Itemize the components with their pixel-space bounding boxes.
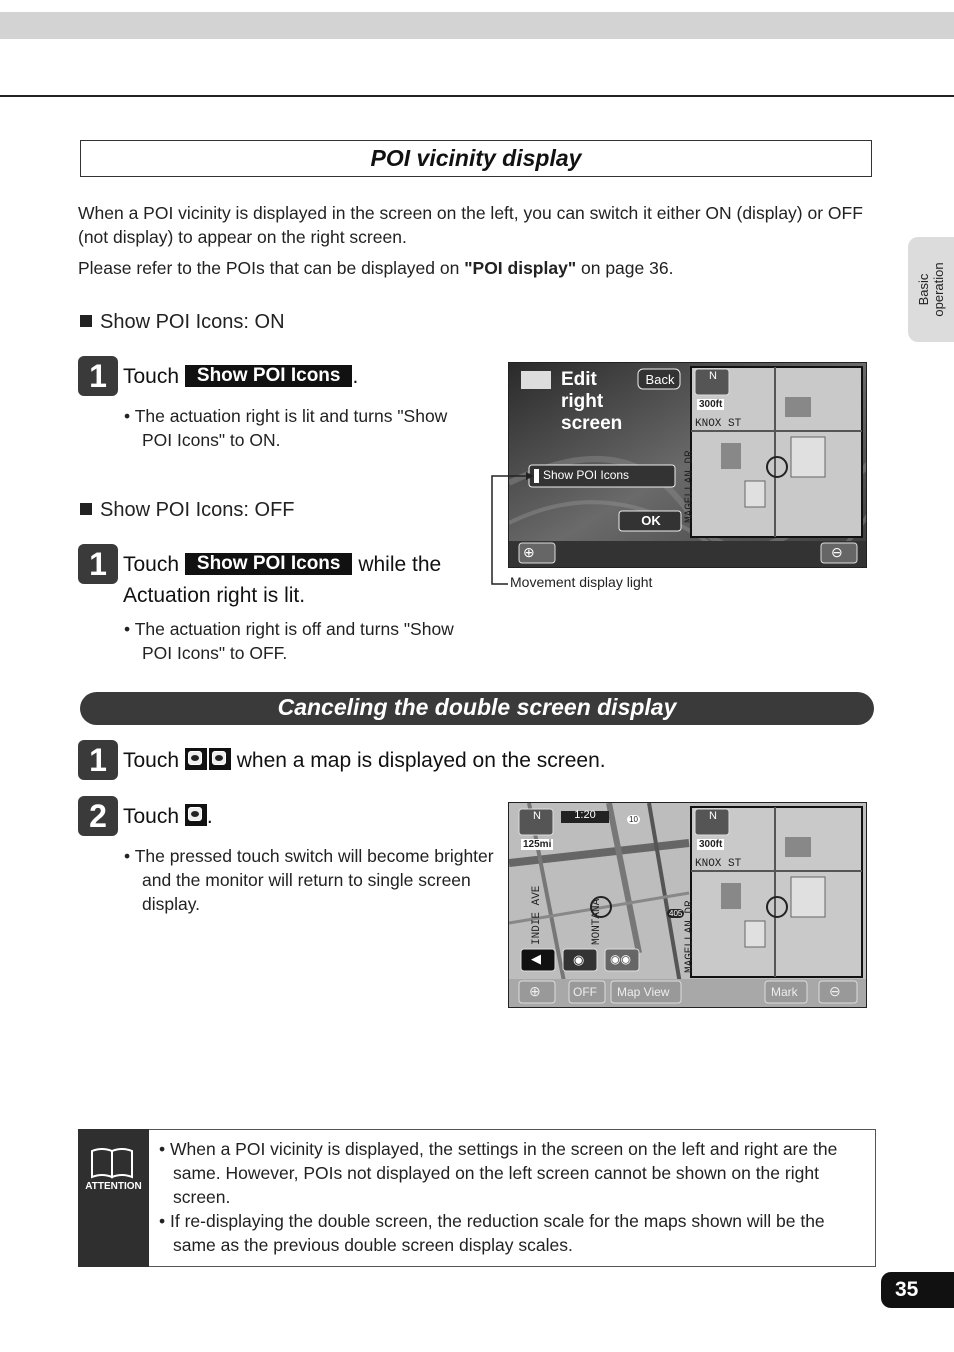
attention-item: • If re-displaying the double screen, the reduction scale for the maps shown will be the same as the previous double screen display scales. — [159, 1211, 825, 1255]
side-tab-label: Basic operation — [916, 262, 946, 317]
subheading-on-text: Show POI Icons: ON — [100, 311, 285, 333]
ok-button[interactable]: OK — [641, 513, 661, 528]
show-poi-icons-label: Show POI Icons — [185, 553, 353, 575]
highway-shield: 10 — [629, 815, 638, 824]
step-touch-text: Touch — [123, 553, 180, 576]
map-scale: 300ft — [699, 399, 723, 410]
compass-icon[interactable]: N — [533, 810, 541, 822]
subheading-off-text: Show POI Icons: OFF — [100, 499, 295, 521]
attention-side-panel — [78, 1129, 149, 1267]
map-ratio: 1:20 — [574, 809, 596, 821]
reference-paragraph — [78, 256, 878, 280]
street-label: KNOX ST — [695, 858, 742, 870]
street-label: MAGELLAN DR — [684, 900, 696, 973]
step-instruction-cancel-1 — [123, 745, 823, 776]
map-scale: 125mi — [523, 839, 552, 850]
reference-text-end: on page 36. — [576, 258, 674, 278]
compass-icon[interactable]: N — [709, 810, 717, 822]
step-touch-text: Touch — [123, 365, 180, 388]
bullet-on-text: The actuation right is lit and turns "Show POI Icons" to ON. — [134, 406, 448, 450]
street-label: MONTANA — [591, 898, 603, 945]
step-touch-text: Touch — [123, 749, 180, 772]
zoom-in-icon[interactable]: ⊕ — [523, 544, 535, 560]
right-screen-icon — [209, 748, 231, 770]
intro-paragraph: When a POI vicinity is displayed in the screen on the left, you can switch it either ON (display) or OFF (not display) to appear on the right screen. — [78, 203, 863, 247]
page-number: 35 — [881, 1272, 954, 1308]
reference-text: Please refer to the POIs that can be displayed on — [78, 258, 465, 278]
section-title-poi-vicinity: POI vicinity display — [80, 140, 872, 177]
step-touch-text: Touch — [123, 805, 180, 828]
screenshot-caption: Movement display light — [510, 574, 653, 590]
bullet-on: • The actuation right is lit and turns "Show POI Icons" to ON. — [124, 406, 448, 450]
mark-button[interactable]: Mark — [771, 985, 798, 999]
subheading-off — [80, 499, 295, 522]
map-view-button[interactable]: Map View — [617, 985, 670, 999]
zoom-out-icon[interactable]: ⊖ — [829, 983, 841, 999]
step-instruction-off — [123, 549, 483, 611]
step-number: 1 — [78, 740, 118, 780]
header-band — [0, 12, 954, 39]
left-screen-icon — [185, 748, 207, 770]
screenshot-double-screen-map — [508, 802, 867, 1008]
bullet-off: • The actuation right is off and turns "Show POI Icons" to OFF. — [124, 619, 454, 663]
single-screen-icon — [185, 804, 207, 826]
single-screen-icon[interactable]: ◉ — [573, 952, 585, 967]
show-poi-icons-button[interactable]: Show POI Icons — [543, 468, 630, 482]
step-number: 1 — [78, 356, 118, 396]
show-poi-icons-label: Show POI Icons — [185, 365, 353, 387]
zoom-in-icon[interactable]: ⊕ — [529, 983, 541, 999]
zoom-out-icon[interactable]: ⊖ — [831, 544, 843, 560]
street-label: KNOX ST — [695, 418, 742, 430]
screenshot-edit-right-screen — [508, 362, 867, 568]
step-number: 2 — [78, 796, 118, 836]
compass-icon[interactable]: N — [709, 370, 717, 382]
step-number: 1 — [78, 544, 118, 584]
step-end-text: when a map is displayed on the screen. — [236, 749, 606, 772]
step-instruction-on — [123, 361, 483, 392]
street-label: MAGELLAN DR — [684, 450, 696, 523]
street-label: INDIE AVE — [531, 885, 543, 945]
step-end-text: . — [206, 805, 213, 828]
attention-item-text: When a POI vicinity is displayed, the settings in the screen on the left and right are the same. However, POIs not displayed on the left screen cannot be shown on the right screen. — [170, 1139, 838, 1207]
header-rule — [0, 95, 954, 97]
off-button[interactable]: OFF — [573, 985, 597, 999]
bullet-off-text: The actuation right is off and turns "Show POI Icons" to OFF. — [134, 619, 454, 663]
bullet-cancel: • The pressed touch switch will become brighter and the monitor will return to single screen display. — [124, 846, 494, 914]
book-icon — [90, 1147, 136, 1179]
side-tab — [908, 237, 954, 342]
edit-screen-title: Edit right screen — [561, 369, 623, 434]
step-end-text: while the Actuation right is lit. — [123, 553, 442, 607]
double-screen-icon[interactable]: ◉◉ — [610, 952, 631, 966]
attention-item-text: If re-displaying the double screen, the reduction scale for the maps shown will be the same as the previous double screen display scales. — [170, 1211, 825, 1255]
highway-shield: 405 — [669, 909, 683, 918]
subheading-on — [80, 311, 285, 334]
bullet-cancel-text: The pressed touch switch will become brighter and the monitor will return to single screen display. — [134, 846, 494, 914]
arrow-left-icon[interactable]: ◀ — [531, 951, 541, 966]
step-end-text: . — [352, 365, 359, 388]
square-bullet-icon — [80, 315, 92, 327]
step-instruction-cancel-2 — [123, 801, 463, 832]
reference-link-text: "POI display" — [464, 258, 577, 278]
attention-text — [159, 1137, 869, 1257]
square-bullet-icon — [80, 503, 92, 515]
attention-label: ATTENTION — [85, 1181, 142, 1192]
callout-line — [486, 470, 536, 588]
section-title-cancel-double: Canceling the double screen display — [80, 692, 874, 725]
attention-item: • When a POI vicinity is displayed, the settings in the screen on the left and right are the same. However, POIs not displayed on the left screen cannot be shown on the right screen. — [159, 1139, 838, 1207]
back-button[interactable]: Back — [645, 372, 675, 387]
map-scale: 300ft — [699, 839, 723, 850]
